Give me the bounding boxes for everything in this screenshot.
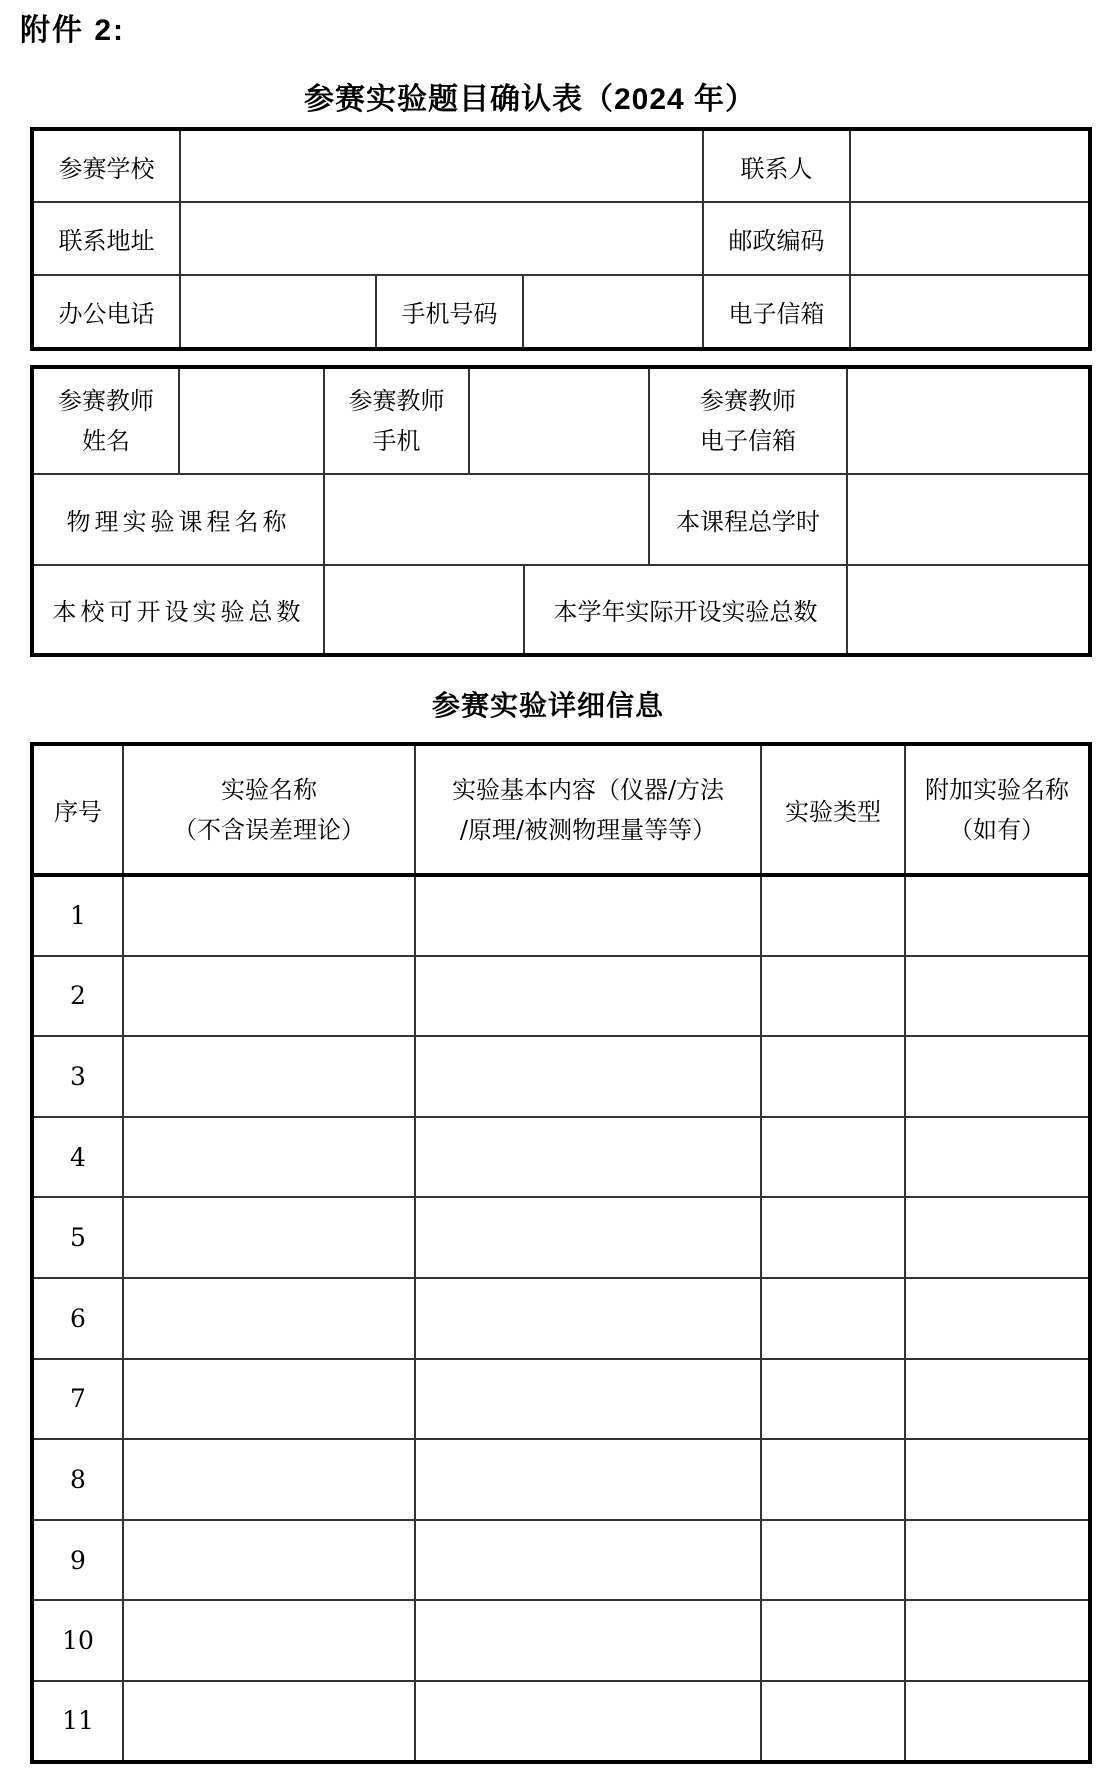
- postcode-label-cell: 邮政编码: [703, 202, 850, 275]
- experiment-content-input-cell[interactable]: [415, 1439, 761, 1520]
- teacher-email-label-line2: 电子信箱: [700, 427, 796, 455]
- attachment-label: 附件 2:: [20, 14, 126, 47]
- table-row: [32, 202, 1090, 275]
- experiment-row: [32, 1036, 1090, 1117]
- teacher-name-input-cell[interactable]: [179, 367, 324, 474]
- email-input-cell[interactable]: [850, 275, 1090, 349]
- row-number-cell: 8: [32, 1439, 123, 1520]
- course-hours-input-cell[interactable]: [847, 474, 1090, 565]
- header-experiment-name-line1: 实验名称: [221, 775, 317, 804]
- experiment-row: [32, 1600, 1090, 1681]
- experiments-header-row: [32, 744, 1090, 875]
- row-number-cell: 9: [32, 1520, 123, 1601]
- experiment-type-input-cell[interactable]: [761, 1520, 905, 1601]
- experiments-table: [30, 742, 1092, 1764]
- experiment-content-input-cell[interactable]: [415, 1278, 761, 1359]
- experiment-content-input-cell[interactable]: [415, 956, 761, 1037]
- header-experiment-content-line2: /原理/被测物理量等等）: [459, 815, 717, 844]
- teacher-email-label-line1: 参赛教师: [700, 387, 796, 415]
- header-experiment-content-cell: [415, 744, 761, 875]
- experiment-row: [32, 1117, 1090, 1198]
- extra-name-input-cell[interactable]: [905, 875, 1090, 956]
- header-experiment-name-line2: （不含误差理论）: [173, 815, 365, 844]
- row-number-cell: 2: [32, 956, 123, 1037]
- table-row: [32, 474, 1090, 565]
- teacher-email-label-cell: [649, 367, 847, 474]
- experiment-content-input-cell[interactable]: [415, 1520, 761, 1601]
- experiment-name-input-cell[interactable]: [123, 1036, 415, 1117]
- office-phone-label-cell: 办公电话: [32, 275, 180, 349]
- teacher-mobile-label-line1: 参赛教师: [348, 387, 445, 415]
- experiment-content-input-cell[interactable]: [415, 1600, 761, 1681]
- contact-person-label-cell: 联系人: [703, 129, 850, 202]
- experiment-content-input-cell[interactable]: [415, 1036, 761, 1117]
- experiment-row: [32, 875, 1090, 956]
- experiment-name-input-cell[interactable]: [123, 956, 415, 1037]
- experiment-row: [32, 1439, 1090, 1520]
- extra-name-input-cell[interactable]: [905, 1278, 1090, 1359]
- experiment-row: [32, 956, 1090, 1037]
- address-label-cell: 联系地址: [32, 202, 180, 275]
- row-number-cell: 7: [32, 1359, 123, 1440]
- experiment-row: [32, 1197, 1090, 1278]
- school-label-cell: 参赛学校: [32, 129, 180, 202]
- experiment-type-input-cell[interactable]: [761, 1600, 905, 1681]
- experiment-type-input-cell[interactable]: [761, 1681, 905, 1762]
- experiment-type-input-cell[interactable]: [761, 1278, 905, 1359]
- teacher-name-label-cell: [32, 367, 179, 474]
- experiment-content-input-cell[interactable]: [415, 1197, 761, 1278]
- extra-name-input-cell[interactable]: [905, 1117, 1090, 1198]
- experiment-type-input-cell[interactable]: [761, 1197, 905, 1278]
- experiment-name-input-cell[interactable]: [123, 1359, 415, 1440]
- table-row: [32, 275, 1090, 349]
- year-actual-experiments-label-cell: 本学年实际开设实验总数: [524, 565, 847, 655]
- school-total-experiments-label-cell: 本校可开设实验总数: [32, 565, 324, 655]
- experiment-type-input-cell[interactable]: [761, 1036, 905, 1117]
- header-experiment-name-cell: [123, 744, 415, 875]
- details-title: 参赛实验详细信息: [431, 690, 664, 721]
- experiment-content-input-cell[interactable]: [415, 1359, 761, 1440]
- experiment-type-input-cell[interactable]: [761, 875, 905, 956]
- row-number-cell: 6: [32, 1278, 123, 1359]
- address-input-cell[interactable]: [180, 202, 703, 275]
- extra-name-input-cell[interactable]: [905, 1439, 1090, 1520]
- row-number-cell: 3: [32, 1036, 123, 1117]
- email-label-cell: 电子信箱: [703, 275, 850, 349]
- table-row: [32, 129, 1090, 202]
- experiment-row: [32, 1681, 1090, 1762]
- row-number-cell: 5: [32, 1197, 123, 1278]
- experiment-content-input-cell[interactable]: [415, 875, 761, 956]
- row-number-cell: 4: [32, 1117, 123, 1198]
- course-name-input-cell[interactable]: [324, 474, 649, 565]
- extra-name-input-cell[interactable]: [905, 1197, 1090, 1278]
- experiment-name-input-cell[interactable]: [123, 875, 415, 956]
- experiment-name-input-cell[interactable]: [123, 1197, 415, 1278]
- mobile-input-cell[interactable]: [523, 275, 703, 349]
- experiment-row: [32, 1359, 1090, 1440]
- teacher-name-label-line2: 姓名: [82, 427, 130, 455]
- course-hours-label-cell: 本课程总学时: [649, 474, 847, 565]
- course-name-label-cell: 物理实验课程名称: [32, 474, 324, 565]
- extra-name-input-cell[interactable]: [905, 956, 1090, 1037]
- extra-name-input-cell[interactable]: [905, 1359, 1090, 1440]
- teacher-table: [30, 365, 1092, 657]
- teacher-email-input-cell[interactable]: [847, 367, 1090, 474]
- experiment-row: [32, 1278, 1090, 1359]
- experiment-content-input-cell[interactable]: [415, 1681, 761, 1762]
- experiment-name-input-cell[interactable]: [123, 1681, 415, 1762]
- experiment-row: [32, 1520, 1090, 1601]
- experiment-name-input-cell[interactable]: [123, 1520, 415, 1601]
- experiment-type-input-cell[interactable]: [761, 956, 905, 1037]
- office-phone-input-cell[interactable]: [180, 275, 376, 349]
- row-number-cell: 1: [32, 875, 123, 956]
- form-title: 参赛实验题目确认表（2024 年）: [303, 83, 757, 116]
- header-extra-name-cell: [905, 744, 1090, 875]
- header-no-cell: 序号: [32, 744, 123, 875]
- experiment-content-input-cell[interactable]: [415, 1117, 761, 1198]
- experiment-name-input-cell[interactable]: [123, 1117, 415, 1198]
- extra-name-input-cell[interactable]: [905, 1600, 1090, 1681]
- header-extra-name-line1: 附加实验名称: [925, 775, 1069, 804]
- experiment-name-input-cell[interactable]: [123, 1278, 415, 1359]
- extra-name-input-cell[interactable]: [905, 1036, 1090, 1117]
- experiment-type-input-cell[interactable]: [761, 1359, 905, 1440]
- table-row: [32, 367, 1090, 474]
- header-experiment-content-line1: 实验基本内容（仪器/方法: [451, 775, 725, 804]
- row-number-cell: 11: [32, 1681, 123, 1762]
- year-actual-experiments-input-cell[interactable]: [847, 565, 1090, 655]
- extra-name-input-cell[interactable]: [905, 1681, 1090, 1762]
- teacher-name-label-line1: 参赛教师: [58, 387, 154, 415]
- table-row: [32, 565, 1090, 655]
- header-extra-name-line2: （如有）: [949, 815, 1045, 844]
- contact-table: [30, 127, 1092, 351]
- teacher-mobile-input-cell[interactable]: [469, 367, 649, 474]
- school-total-experiments-input-cell[interactable]: [324, 565, 524, 655]
- experiment-name-input-cell[interactable]: [123, 1600, 415, 1681]
- extra-name-input-cell[interactable]: [905, 1520, 1090, 1601]
- contact-person-input-cell[interactable]: [850, 129, 1090, 202]
- teacher-mobile-label-cell: [324, 367, 469, 474]
- experiment-name-input-cell[interactable]: [123, 1439, 415, 1520]
- experiment-type-input-cell[interactable]: [761, 1117, 905, 1198]
- postcode-input-cell[interactable]: [850, 202, 1090, 275]
- header-experiment-type-cell: 实验类型: [761, 744, 905, 875]
- school-input-cell[interactable]: [180, 129, 703, 202]
- experiment-type-input-cell[interactable]: [761, 1439, 905, 1520]
- teacher-mobile-label-line2: 手机: [372, 427, 421, 455]
- mobile-label-cell: 手机号码: [376, 275, 523, 349]
- row-number-cell: 10: [32, 1600, 123, 1681]
